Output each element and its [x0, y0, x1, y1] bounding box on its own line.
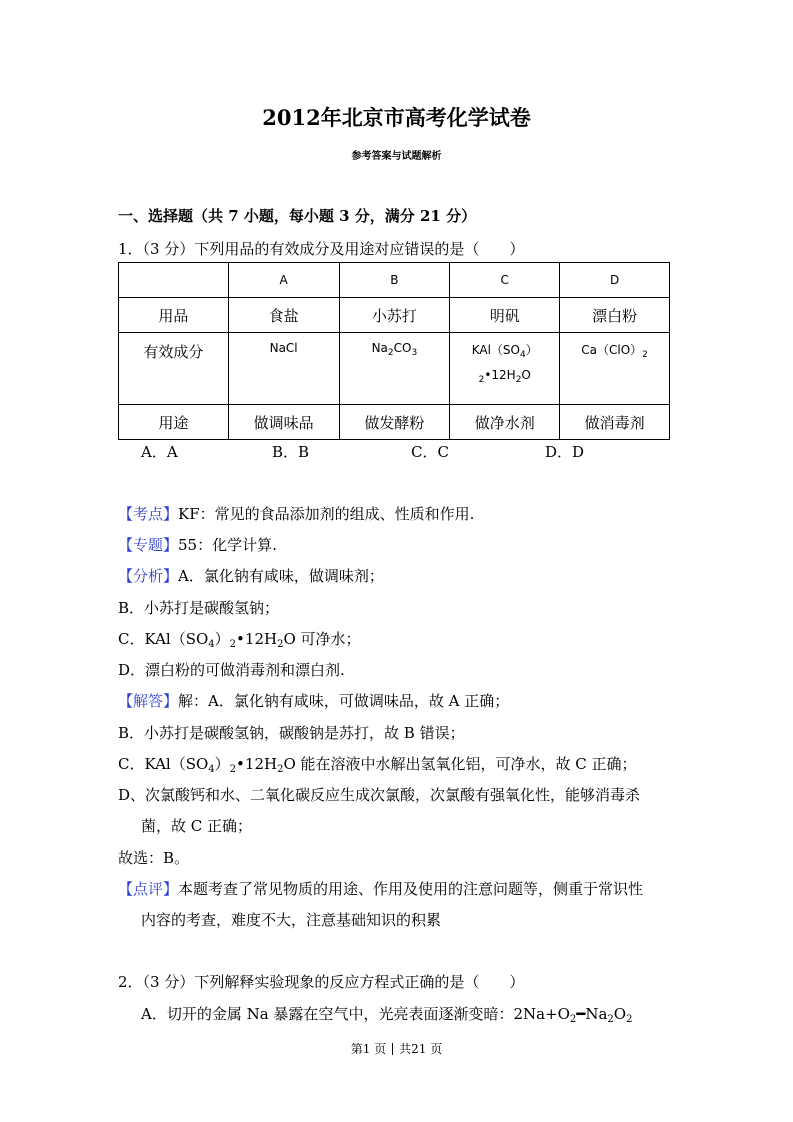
- dianping-line-2: 内容的考查，难度不大，注意基础知识的积累: [141, 911, 442, 929]
- row-label-item: 用品: [119, 298, 229, 333]
- option-a: A．A: [141, 443, 178, 461]
- table-header-a: A: [228, 263, 339, 298]
- page-title: 2012年北京市高考化学试卷: [262, 105, 531, 130]
- use-a: 做调味品: [228, 405, 339, 440]
- item-b: 小苏打: [339, 298, 450, 333]
- component-b: $Na_2CO_3$: [339, 333, 450, 405]
- row-label-use: 用途: [119, 405, 229, 440]
- page-total: 共21 页: [399, 1042, 443, 1056]
- fenxi-b: B．小苏打是碳酸氢钠；: [118, 599, 280, 617]
- kaodian-line: 【考点】KF：常见的食品添加剂的组成、性质和作用.: [118, 505, 475, 523]
- page-footer: [0, 1040, 793, 1057]
- use-d: 做消毒剂: [560, 405, 670, 440]
- table-header-d: D: [560, 263, 670, 298]
- jieda-b: B．小苏打是碳酸氢钠，碳酸钠是苏打，故 B 错误；: [118, 724, 465, 742]
- item-c: 明矾: [450, 298, 560, 333]
- kaodian-tag: 【考点】: [118, 505, 179, 523]
- option-c: C．C: [411, 443, 449, 461]
- option-b: B．B: [272, 443, 310, 461]
- question-2-stem: 2．（3 分）下列解释实验现象的反应方程式正确的是（ ）: [118, 973, 525, 991]
- jieda-d-1: D、次氯酸钙和水、二氧化碳反应生成次氯酸，次氯酸有强氧化性，能够消毒杀: [118, 786, 641, 804]
- table-row: [119, 298, 670, 333]
- answer-choice: 故选：B。: [118, 849, 190, 867]
- option-d: D．D: [545, 443, 585, 461]
- dianping-line: 【点评】本题考查了常见物质的用途、作用及使用的注意问题等，侧重于常识性: [118, 880, 644, 898]
- table-row: [119, 263, 670, 298]
- jieda-tag: 【解答】: [118, 692, 179, 710]
- page-subtitle: 参考答案与试题解析: [351, 151, 442, 162]
- component-c: $KAl(SO_4)$ $_2•12H_2O$: [450, 333, 560, 405]
- use-c: 做净水剂: [450, 405, 560, 440]
- component-d: $Ca(ClO)_2$: [560, 333, 670, 405]
- jieda-c: C．$KAl(SO_4)_2•12H_2O$ 能在溶液中水解出氢氧化铝，可净水，故 C 正确；: [118, 755, 637, 775]
- question-2-option-a: A．切开的金属 Na 暴露在空气中，光亮表面逐渐变暗：$2Na+O_2━Na_2O_2$: [141, 1005, 633, 1025]
- use-b: 做发酵粉: [339, 405, 450, 440]
- component-a: NaCl: [228, 333, 339, 405]
- table-header-empty: [119, 263, 229, 298]
- fenxi-c: C．$KAl(SO_4)_2•12H_2O$ 可净水；: [118, 630, 361, 650]
- section-heading: 一、选择题（共 7 小题，每小题 3 分，满分 21 分）: [118, 207, 477, 225]
- table-row: [119, 333, 670, 405]
- zhuanti-line: 【专题】55：化学计算.: [118, 536, 277, 554]
- item-d: 漂白粉: [560, 298, 670, 333]
- zhuanti-tag: 【专题】: [118, 536, 179, 554]
- item-a: 食盐: [228, 298, 339, 333]
- dianping-tag: 【点评】: [118, 880, 179, 898]
- page-number: 第1 页: [350, 1042, 387, 1056]
- table-header-c: C: [450, 263, 560, 298]
- jieda-line: 【解答】解：A．氯化钠有咸味，可做调味品，故 A 正确；: [118, 692, 510, 710]
- fenxi-d: D．漂白粉的可做消毒剂和漂白剂.: [118, 661, 345, 679]
- question-1-stem: 1．（3 分）下列用品的有效成分及用途对应错误的是（ ）: [118, 240, 525, 258]
- table-header-b: B: [339, 263, 450, 298]
- jieda-d-2: 菌，故 C 正确；: [141, 817, 253, 835]
- footer-separator: [392, 1043, 393, 1055]
- fenxi-tag: 【分析】: [118, 567, 179, 585]
- fenxi-line: 【分析】A．氯化钠有咸味，做调味剂；: [118, 567, 384, 585]
- question-1-table: [118, 262, 670, 440]
- table-row: [119, 405, 670, 440]
- row-label-component: 有效成分: [119, 333, 229, 405]
